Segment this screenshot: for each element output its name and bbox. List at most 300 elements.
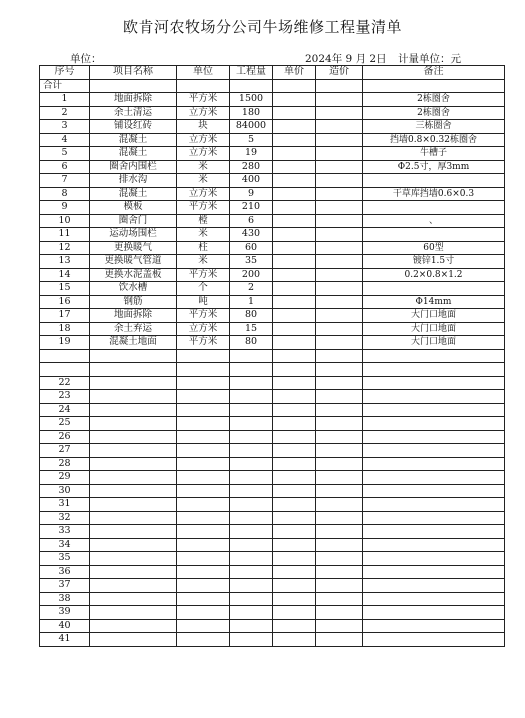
item-quantity-cell: [230, 376, 273, 390]
row-number-cell: 10: [40, 214, 90, 228]
remark-cell: [363, 552, 505, 566]
table-row: [40, 228, 505, 242]
remark-cell: [363, 363, 505, 377]
table-row: [40, 106, 505, 120]
row-number-cell: 41: [40, 633, 90, 647]
cost-cell: [316, 457, 363, 471]
row-number-cell: 4: [40, 133, 90, 147]
table-row: [40, 417, 505, 431]
remark-cell: Φ14mm: [363, 295, 505, 309]
total-label: 合计: [40, 79, 90, 93]
unit-price-cell: [273, 363, 316, 377]
item-name-cell: 模板: [90, 201, 177, 215]
item-unit-cell: 平方米: [177, 201, 230, 215]
row-number-cell: 32: [40, 511, 90, 525]
table-row: [40, 633, 505, 647]
remark-cell: [363, 444, 505, 458]
cost-cell: [316, 309, 363, 323]
item-quantity-cell: [230, 484, 273, 498]
item-quantity-cell: 1: [230, 295, 273, 309]
item-quantity-cell: [230, 471, 273, 485]
unit-price-cell: [273, 457, 316, 471]
item-quantity-cell: 430: [230, 228, 273, 242]
table-row: [40, 579, 505, 593]
item-unit-cell: [177, 457, 230, 471]
item-quantity-cell: 200: [230, 268, 273, 282]
unit-price-cell: [273, 417, 316, 431]
remark-cell: [363, 457, 505, 471]
table-row: [40, 403, 505, 417]
item-quantity-cell: 210: [230, 201, 273, 215]
item-quantity-cell: [230, 444, 273, 458]
table-row: [40, 606, 505, 620]
row-number-cell: 3: [40, 120, 90, 134]
row-number-cell: 12: [40, 241, 90, 255]
item-unit-cell: 米: [177, 255, 230, 269]
cost-cell: [316, 403, 363, 417]
remark-cell: [363, 511, 505, 525]
unit-price-cell: [273, 633, 316, 647]
row-number-cell: 13: [40, 255, 90, 269]
table-row: [40, 444, 505, 458]
item-unit-cell: 块: [177, 120, 230, 134]
cost-cell: [316, 484, 363, 498]
item-unit-cell: 米: [177, 160, 230, 174]
table-row: [40, 349, 505, 363]
item-name-cell: 余土清运: [90, 106, 177, 120]
table-row: [40, 268, 505, 282]
cost-cell: [316, 147, 363, 161]
cost-cell: [316, 633, 363, 647]
item-quantity-cell: [230, 403, 273, 417]
unit-price-cell: [273, 147, 316, 161]
row-number-cell: 27: [40, 444, 90, 458]
row-number-cell: 30: [40, 484, 90, 498]
unit-price-cell: [273, 579, 316, 593]
item-quantity-cell: [230, 417, 273, 431]
item-unit-cell: [177, 538, 230, 552]
item-quantity-cell: 2: [230, 282, 273, 296]
row-number-cell: 38: [40, 592, 90, 606]
item-unit-cell: 米: [177, 228, 230, 242]
item-unit-cell: [177, 471, 230, 485]
row-number-cell: [40, 363, 90, 377]
cost-cell: [316, 201, 363, 215]
row-number-cell: 34: [40, 538, 90, 552]
header-unit-price: 单价: [273, 66, 316, 80]
cost-cell: [316, 525, 363, 539]
cost-cell: [316, 336, 363, 350]
unit-price-cell: [273, 484, 316, 498]
table-row: [40, 457, 505, 471]
item-name-cell: 铺设红砖: [90, 120, 177, 134]
unit-price-cell: [273, 471, 316, 485]
table-row: [40, 93, 505, 107]
item-unit-cell: [177, 525, 230, 539]
item-name-cell: 圈舍门: [90, 214, 177, 228]
row-number-cell: 1: [40, 93, 90, 107]
item-unit-cell: [177, 633, 230, 647]
remark-cell: [363, 606, 505, 620]
row-number-cell: 35: [40, 552, 90, 566]
row-number-cell: 39: [40, 606, 90, 620]
item-quantity-cell: [230, 511, 273, 525]
item-quantity-cell: 15: [230, 322, 273, 336]
row-number-cell: 8: [40, 187, 90, 201]
row-number-cell: 16: [40, 295, 90, 309]
item-unit-cell: [177, 363, 230, 377]
total-cell: [90, 79, 177, 93]
remark-cell: [363, 633, 505, 647]
remark-cell: [363, 201, 505, 215]
cost-cell: [316, 187, 363, 201]
cost-cell: [316, 552, 363, 566]
item-unit-cell: 立方米: [177, 147, 230, 161]
unit-price-cell: [273, 241, 316, 255]
item-quantity-cell: [230, 349, 273, 363]
item-name-cell: [90, 525, 177, 539]
remark-cell: [363, 579, 505, 593]
unit-price-cell: [273, 390, 316, 404]
row-number-cell: 26: [40, 430, 90, 444]
table-row: [40, 484, 505, 498]
row-number-cell: 31: [40, 498, 90, 512]
item-name-cell: 排水沟: [90, 174, 177, 188]
item-quantity-cell: [230, 552, 273, 566]
item-unit-cell: 平方米: [177, 336, 230, 350]
item-name-cell: [90, 633, 177, 647]
unit-price-cell: [273, 214, 316, 228]
unit-price-cell: [273, 255, 316, 269]
item-quantity-cell: [230, 363, 273, 377]
item-unit-cell: [177, 349, 230, 363]
table-row: [40, 187, 505, 201]
remark-cell: [363, 592, 505, 606]
header-cost: 造价: [316, 66, 363, 80]
item-quantity-cell: [230, 538, 273, 552]
item-unit-cell: 平方米: [177, 268, 230, 282]
cost-cell: [316, 417, 363, 431]
cost-cell: [316, 606, 363, 620]
remark-cell: [363, 430, 505, 444]
table-row: [40, 201, 505, 215]
item-unit-cell: [177, 498, 230, 512]
cost-cell: [316, 120, 363, 134]
item-name-cell: 圈舍内围栏: [90, 160, 177, 174]
remark-cell: [363, 525, 505, 539]
item-unit-cell: [177, 619, 230, 633]
remark-cell: 大门口地面: [363, 322, 505, 336]
unit-price-cell: [273, 444, 316, 458]
remark-cell: 镀锌1.5寸: [363, 255, 505, 269]
table-row: [40, 295, 505, 309]
remark-cell: Φ2.5寸，厚3mm: [363, 160, 505, 174]
item-name-cell: [90, 606, 177, 620]
cost-cell: [316, 390, 363, 404]
header-quantity: 工程量: [230, 66, 273, 80]
table-row: [40, 255, 505, 269]
item-quantity-cell: 9: [230, 187, 273, 201]
unit-price-cell: [273, 511, 316, 525]
cost-cell: [316, 471, 363, 485]
total-row: [40, 79, 505, 93]
unit-price-cell: [273, 349, 316, 363]
remark-cell: 2栋圈舍: [363, 93, 505, 107]
item-quantity-cell: 60: [230, 241, 273, 255]
item-unit-cell: 立方米: [177, 322, 230, 336]
unit-price-cell: [273, 174, 316, 188]
item-name-cell: [90, 579, 177, 593]
item-quantity-cell: [230, 430, 273, 444]
total-cell: [316, 79, 363, 93]
table-row: [40, 160, 505, 174]
item-quantity-cell: [230, 619, 273, 633]
item-quantity-cell: 1500: [230, 93, 273, 107]
header-unit: 单位: [177, 66, 230, 80]
item-quantity-cell: [230, 498, 273, 512]
table-row: [40, 565, 505, 579]
unit-price-cell: [273, 430, 316, 444]
item-quantity-cell: 6: [230, 214, 273, 228]
item-name-cell: [90, 417, 177, 431]
row-number-cell: 28: [40, 457, 90, 471]
item-name-cell: [90, 498, 177, 512]
remark-cell: [363, 565, 505, 579]
item-unit-cell: [177, 430, 230, 444]
cost-cell: [316, 592, 363, 606]
table-row: [40, 525, 505, 539]
cost-cell: [316, 444, 363, 458]
unit-price-cell: [273, 93, 316, 107]
table-row: [40, 592, 505, 606]
item-unit-cell: 平方米: [177, 93, 230, 107]
unit-price-cell: [273, 525, 316, 539]
table-row: [40, 471, 505, 485]
item-unit-cell: [177, 592, 230, 606]
unit-price-cell: [273, 187, 316, 201]
table-row: [40, 241, 505, 255]
table-row: [40, 619, 505, 633]
unit-price-cell: [273, 228, 316, 242]
cost-cell: [316, 430, 363, 444]
row-number-cell: 40: [40, 619, 90, 633]
item-name-cell: 混凝土: [90, 147, 177, 161]
item-name-cell: 混凝土地面: [90, 336, 177, 350]
row-number-cell: 5: [40, 147, 90, 161]
remark-cell: [363, 282, 505, 296]
cost-cell: [316, 268, 363, 282]
header-remark: 备注: [363, 66, 505, 80]
row-number-cell: 6: [40, 160, 90, 174]
table-row: [40, 322, 505, 336]
item-name-cell: 更换暖气管道: [90, 255, 177, 269]
remark-cell: 大门口地面: [363, 336, 505, 350]
item-quantity-cell: 80: [230, 309, 273, 323]
item-name-cell: [90, 390, 177, 404]
table-row: [40, 538, 505, 552]
row-number-cell: 37: [40, 579, 90, 593]
item-unit-cell: 立方米: [177, 187, 230, 201]
item-name-cell: [90, 552, 177, 566]
document-date: 2024年 9 月 2日: [305, 53, 387, 65]
unit-price-cell: [273, 295, 316, 309]
table-row: [40, 133, 505, 147]
item-quantity-cell: 400: [230, 174, 273, 188]
item-unit-cell: [177, 444, 230, 458]
unit-label: 单位：: [70, 53, 102, 65]
item-name-cell: 更换水泥盖板: [90, 268, 177, 282]
cost-cell: [316, 282, 363, 296]
item-unit-cell: [177, 606, 230, 620]
remark-cell: [363, 484, 505, 498]
item-name-cell: [90, 471, 177, 485]
table-row: [40, 390, 505, 404]
table-row: [40, 552, 505, 566]
item-quantity-cell: [230, 525, 273, 539]
item-quantity-cell: 19: [230, 147, 273, 161]
item-name-cell: 饮水槽: [90, 282, 177, 296]
table-row: [40, 498, 505, 512]
table-row: [40, 376, 505, 390]
item-name-cell: [90, 376, 177, 390]
cost-cell: [316, 93, 363, 107]
unit-price-cell: [273, 268, 316, 282]
cost-cell: [316, 363, 363, 377]
item-quantity-cell: [230, 457, 273, 471]
item-name-cell: [90, 484, 177, 498]
unit-price-cell: [273, 565, 316, 579]
item-unit-cell: [177, 552, 230, 566]
row-number-cell: 9: [40, 201, 90, 215]
cost-cell: [316, 255, 363, 269]
remark-cell: 0.2×0.8×1.2: [363, 268, 505, 282]
row-number-cell: 25: [40, 417, 90, 431]
item-quantity-cell: 35: [230, 255, 273, 269]
table-row: [40, 282, 505, 296]
remark-cell: [363, 403, 505, 417]
row-number-cell: 7: [40, 174, 90, 188]
unit-price-cell: [273, 498, 316, 512]
row-number-cell: 18: [40, 322, 90, 336]
item-name-cell: 运动场围栏: [90, 228, 177, 242]
table-row: [40, 120, 505, 134]
remark-cell: [363, 471, 505, 485]
row-number-cell: 2: [40, 106, 90, 120]
unit-price-cell: [273, 282, 316, 296]
quantity-table: [39, 65, 505, 647]
row-number-cell: [40, 349, 90, 363]
item-quantity-cell: [230, 633, 273, 647]
item-name-cell: 余土弃运: [90, 322, 177, 336]
item-name-cell: 混凝土: [90, 187, 177, 201]
unit-price-cell: [273, 120, 316, 134]
item-name-cell: [90, 619, 177, 633]
table-row: [40, 363, 505, 377]
remark-cell: [363, 538, 505, 552]
cost-cell: [316, 619, 363, 633]
item-unit-cell: 吨: [177, 295, 230, 309]
header-no: 序号: [40, 66, 90, 80]
item-quantity-cell: 80: [230, 336, 273, 350]
item-name-cell: 地面拆除: [90, 93, 177, 107]
unit-price-cell: [273, 322, 316, 336]
item-name-cell: 钢筋: [90, 295, 177, 309]
item-unit-cell: 米: [177, 174, 230, 188]
table-header-row: [40, 66, 505, 80]
remark-cell: [363, 619, 505, 633]
cost-cell: [316, 498, 363, 512]
table-row: [40, 309, 505, 323]
row-number-cell: 15: [40, 282, 90, 296]
row-number-cell: 33: [40, 525, 90, 539]
row-number-cell: 23: [40, 390, 90, 404]
remark-cell: 2栋圈舍: [363, 106, 505, 120]
cost-cell: [316, 241, 363, 255]
table-row: [40, 214, 505, 228]
remark-cell: [363, 498, 505, 512]
table-row: [40, 147, 505, 161]
item-name-cell: [90, 430, 177, 444]
cost-cell: [316, 538, 363, 552]
item-quantity-cell: [230, 390, 273, 404]
remark-cell: 三栋圈舍: [363, 120, 505, 134]
item-name-cell: 地面拆除: [90, 309, 177, 323]
item-unit-cell: 樘: [177, 214, 230, 228]
item-unit-cell: 个: [177, 282, 230, 296]
row-number-cell: 14: [40, 268, 90, 282]
unit-price-cell: [273, 106, 316, 120]
cost-cell: [316, 322, 363, 336]
remark-cell: 60型: [363, 241, 505, 255]
item-unit-cell: 立方米: [177, 106, 230, 120]
item-unit-cell: 平方米: [177, 309, 230, 323]
document-title: 欧肯河农牧场分公司牛场维修工程量清单: [122, 18, 402, 36]
remark-cell: [363, 376, 505, 390]
row-number-cell: 19: [40, 336, 90, 350]
total-cell: [177, 79, 230, 93]
item-name-cell: 混凝土: [90, 133, 177, 147]
item-name-cell: [90, 511, 177, 525]
item-name-cell: [90, 538, 177, 552]
item-unit-cell: [177, 376, 230, 390]
item-unit-cell: [177, 390, 230, 404]
item-name-cell: [90, 457, 177, 471]
item-quantity-cell: 280: [230, 160, 273, 174]
remark-cell: 干草库挡墙0.6×0.3: [363, 187, 505, 201]
item-unit-cell: [177, 511, 230, 525]
item-unit-cell: [177, 484, 230, 498]
remark-cell: [363, 174, 505, 188]
unit-price-cell: [273, 336, 316, 350]
item-name-cell: [90, 403, 177, 417]
table-row: [40, 511, 505, 525]
row-number-cell: 11: [40, 228, 90, 242]
cost-cell: [316, 160, 363, 174]
item-quantity-cell: 84000: [230, 120, 273, 134]
item-quantity-cell: 180: [230, 106, 273, 120]
cost-cell: [316, 174, 363, 188]
cost-cell: [316, 106, 363, 120]
unit-price-cell: [273, 403, 316, 417]
unit-price-cell: [273, 606, 316, 620]
remark-cell: 大门口地面: [363, 309, 505, 323]
cost-cell: [316, 214, 363, 228]
cost-cell: [316, 376, 363, 390]
item-name-cell: [90, 363, 177, 377]
remark-cell: [363, 417, 505, 431]
item-unit-cell: 立方米: [177, 133, 230, 147]
unit-price-cell: [273, 376, 316, 390]
